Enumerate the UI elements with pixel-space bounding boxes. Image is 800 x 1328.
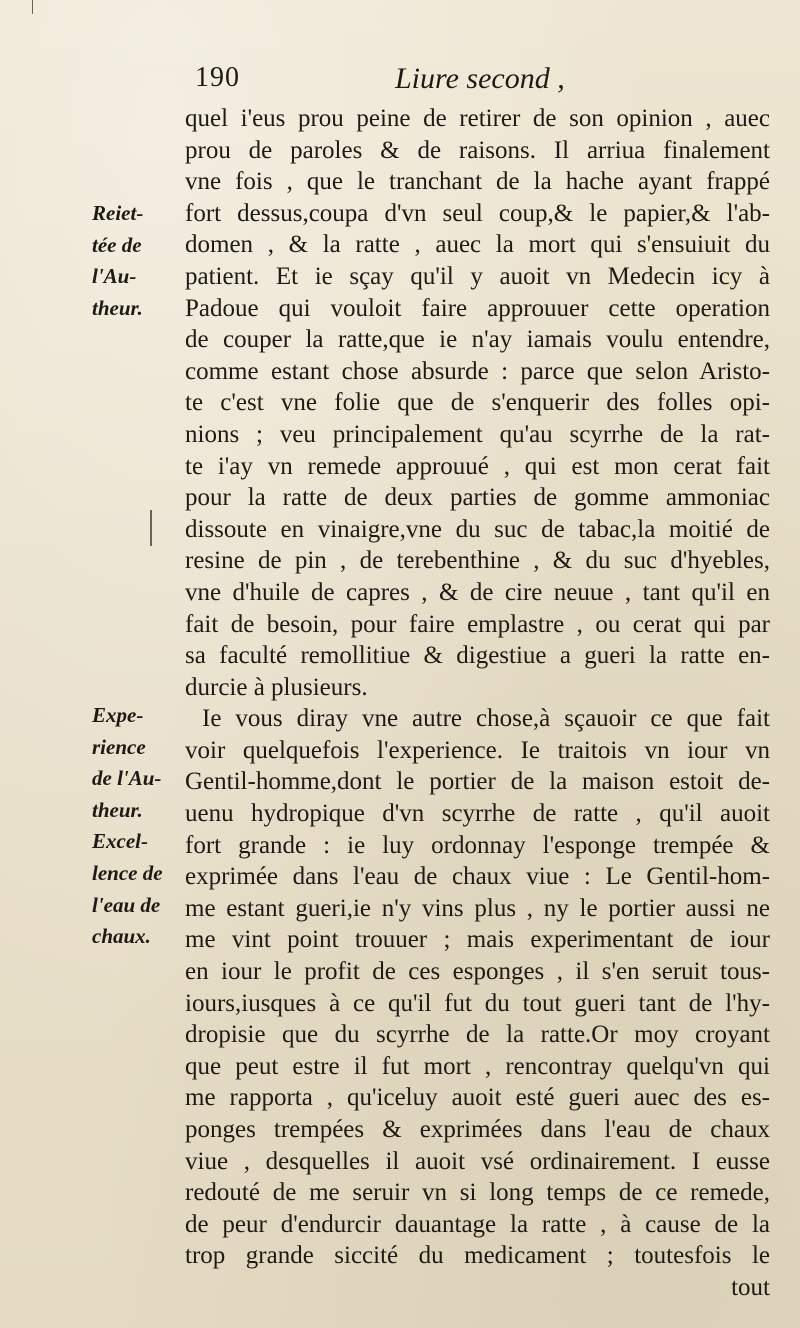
text-line: quel i'eus prou peine de retirer de son opinion , auec — [185, 105, 770, 132]
margin-stroke — [150, 510, 152, 546]
text-line: ponges trempées & exprimées dans l'eau de chaux — [185, 1116, 770, 1143]
margin-note-line: l'Au- — [92, 264, 137, 289]
page-number: 190 — [195, 62, 240, 93]
text-line: dissoute en vinaigre,vne du suc de tabac,la moitié de — [185, 515, 770, 543]
margin-note-line: rience — [92, 734, 146, 759]
margin-note-line: Reiet- — [92, 201, 144, 225]
margin-note-rejection — [92, 198, 182, 324]
text-line: Gentil-homme,dont le portier de la maison estoit de- — [185, 768, 770, 796]
running-title: Liure second , — [395, 62, 565, 95]
margin-note-line: chaux. — [92, 924, 151, 949]
text-line: patient. Et ie sçay qu'il y auoit vn Medecin icy à — [185, 262, 770, 290]
text-line: Ie vous diray vne autre chose,à sçauoir ce que fait — [202, 705, 770, 733]
margin-note-line: tée de — [92, 232, 142, 257]
text-line: pour la ratte de deux parties de gomme ammoniac — [185, 484, 770, 512]
text-line: fort grande : ie luy ordonnay l'esponge trempée & — [185, 831, 770, 859]
margin-note-line: theur. — [92, 797, 143, 822]
text-line: vne d'huile de capres , & de cire neuue , tant qu'il en — [185, 578, 770, 606]
text-line: te i'ay vn remede approuué , qui est mon cerat fait — [185, 452, 770, 480]
text-line: exprimée dans l'eau de chaux viue : Le Gentil-hom- — [185, 863, 770, 891]
margin-note-line: Expe- — [92, 703, 144, 727]
text-line: de peur d'endurcir dauantage la ratte , à cause de la — [185, 1210, 770, 1238]
text-line: dropisie que du scyrrhe de la ratte.Or moy croyant — [185, 1021, 770, 1049]
margin-note-line: Excel- — [92, 829, 148, 854]
margin-note-experience — [92, 700, 182, 953]
text-line: me rapporta , qu'iceluy auoit esté gueri auec des es- — [185, 1084, 770, 1112]
text-line: me estant gueri,ie n'y vins plus , ny le portier aussi ne — [185, 894, 770, 922]
text-line: comme estant chose absurde : parce que selon Aristo- — [185, 357, 770, 385]
margin-note-line: l'eau de — [92, 892, 161, 917]
text-line: vne fois , que le tranchant de la hache ayant frappé — [185, 168, 770, 196]
body-text — [185, 103, 770, 1304]
text-line: fait de besoin, pour faire emplastre , ou cerat qui par — [185, 610, 770, 638]
text-line: Padoue qui vouloit faire approuuer cette operation — [185, 294, 770, 322]
text-line: fort dessus,coupa d'vn seul coup,& le papier,& l'ab- — [185, 199, 770, 227]
text-line: redouté de me seruir vn si long temps de ce remede, — [185, 1179, 770, 1207]
text-line: prou de paroles & de raisons. Il arriua finalement — [185, 136, 770, 164]
text-line: durcie à plusieurs. — [185, 673, 368, 701]
text-line: sa faculté remollitiue & digestiue a gueri la ratte en- — [185, 642, 770, 670]
text-line: viue , desquelles il auoit vsé ordinairement. I eusse — [185, 1147, 770, 1175]
edge-mark — [32, 0, 33, 14]
text-line: iours,iusques à ce qu'il fut du tout gueri tant de l'hy- — [185, 989, 770, 1017]
catchword: tout — [731, 1273, 770, 1301]
text-line: en iour le profit de ces esponges , il s'en seruit tous- — [185, 958, 770, 986]
text-line: uenu hydropique d'vn scyrrhe de ratte , qu'il auoit — [185, 800, 770, 828]
text-line: que peut estre il fut mort , rencontray quelqu'vn qui — [185, 1052, 770, 1080]
text-line: resine de pin , de terebenthine , & du suc d'hyebles, — [185, 547, 770, 575]
text-line: nions ; veu principalement qu'au scyrrhe de la rat- — [185, 420, 770, 448]
text-line: te c'est vne folie que de s'enquerir des folles opi- — [185, 389, 770, 417]
page-header — [195, 62, 755, 98]
text-line: domen , & la ratte , auec la mort qui s'ensuiuit du — [185, 231, 770, 259]
text-line: trop grande siccité du medicament ; toutesfois le — [185, 1242, 770, 1270]
margin-note-line: theur. — [92, 295, 143, 320]
margin-note-line: de l'Au- — [92, 766, 162, 791]
text-line: de couper la ratte,que ie n'ay iamais voulu entendre, — [185, 326, 770, 354]
text-line: me vint point trouuer ; mais experimentant de iour — [185, 926, 770, 954]
text-line: voir quelquefois l'experience. Ie traitois vn iour vn — [185, 736, 770, 764]
margin-note-line: lence de — [92, 860, 163, 885]
